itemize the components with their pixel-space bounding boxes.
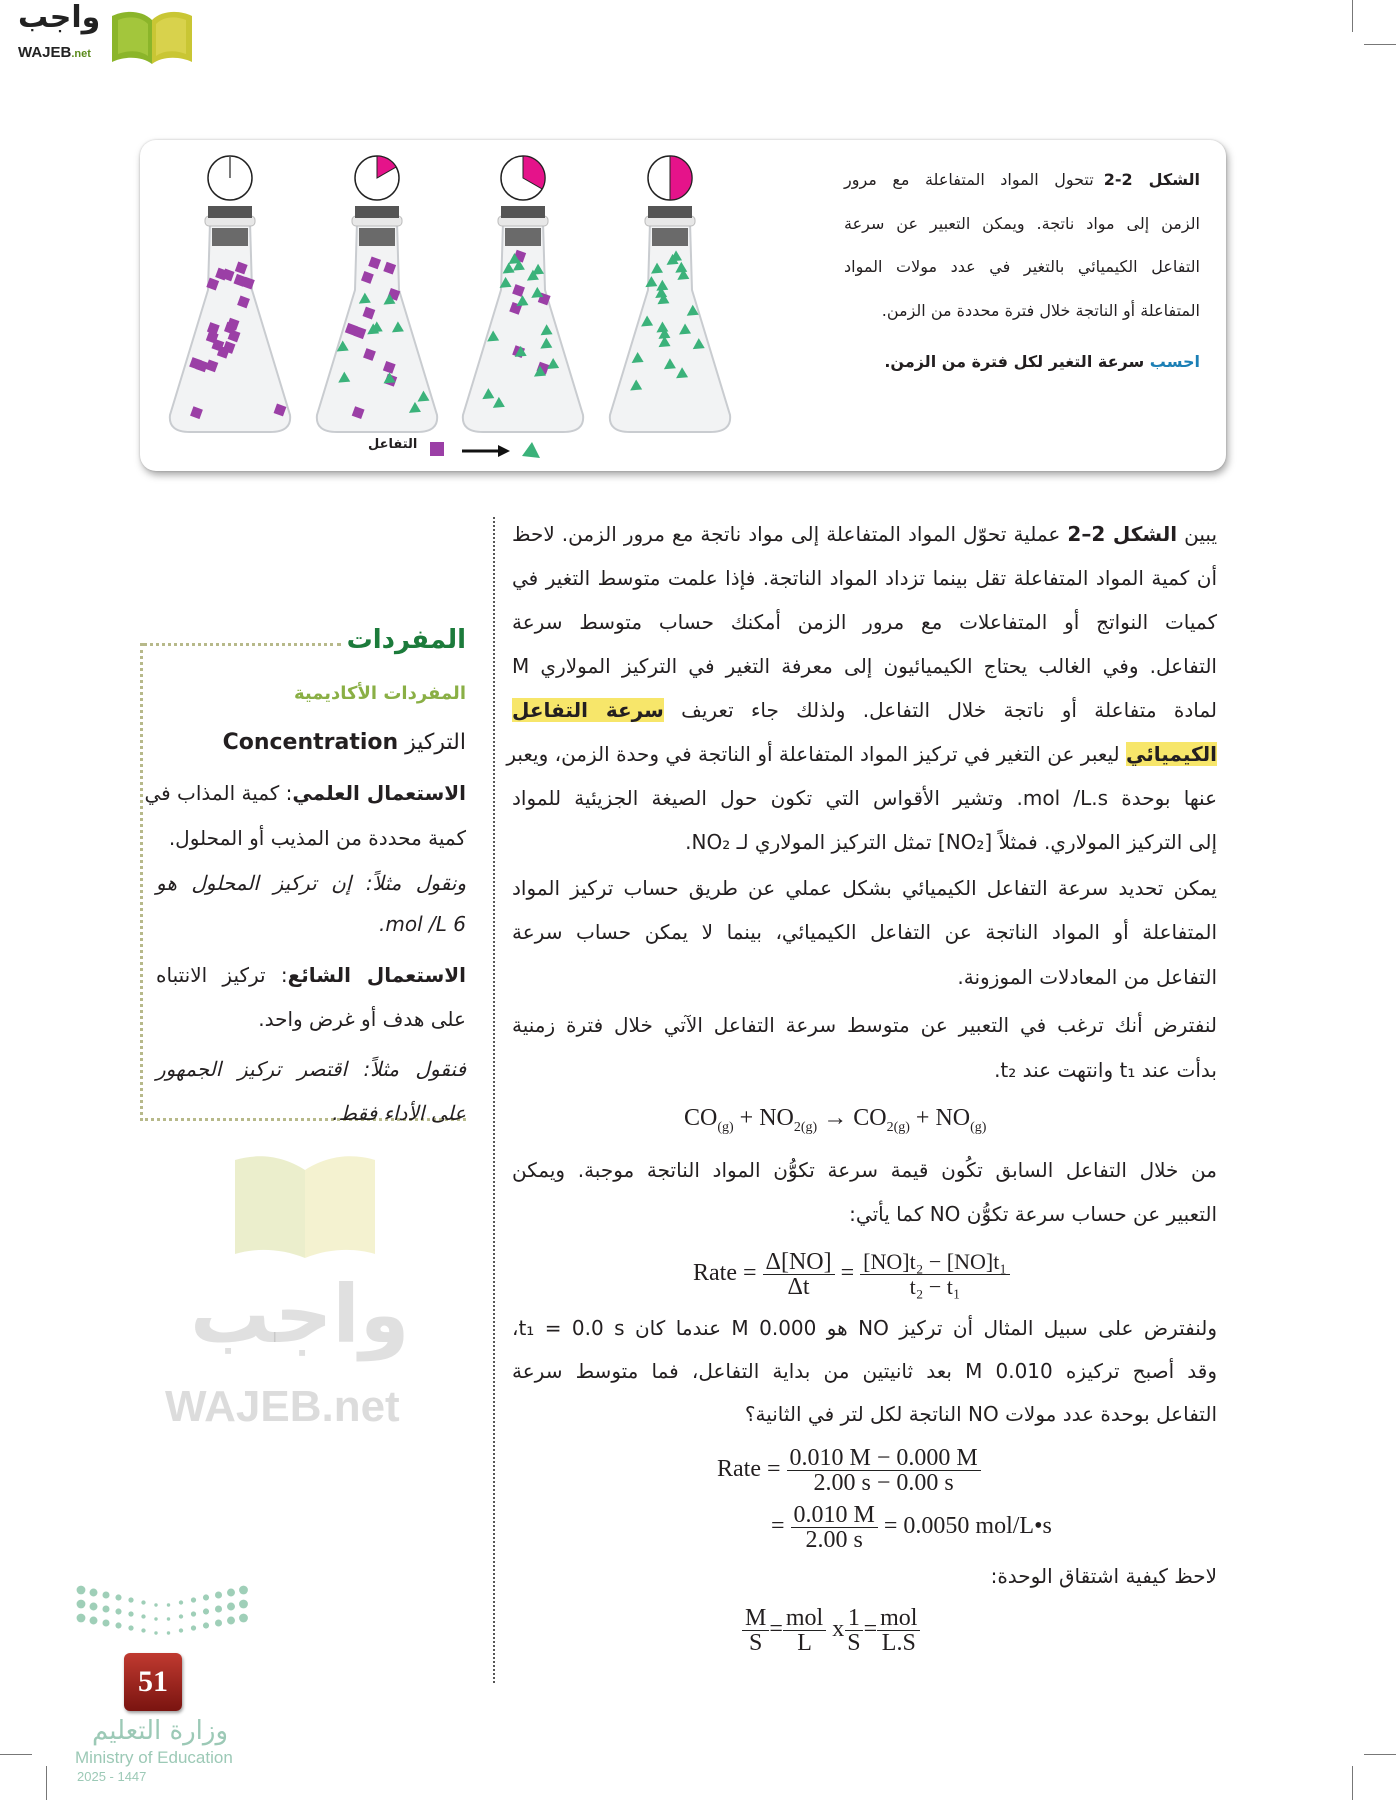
logo-dot bbox=[115, 1594, 121, 1600]
logo-dot bbox=[115, 1622, 121, 1628]
wajeb-logo[interactable] bbox=[8, 0, 193, 66]
logo-dot bbox=[203, 1594, 209, 1600]
logo-arabic: واجب bbox=[18, 0, 101, 35]
text-segment: يمكن تحديد سرعة التفاعل الكيميائي بشكل عملي عن طريق حساب تركيز المواد bbox=[512, 876, 1217, 900]
text-segment: لنفترض أنك ترغب في التعبير عن متوسط سرعة التفاعل الآتي خلال فترة زمنية bbox=[512, 1013, 1217, 1037]
text-segment: من خلال التفاعل السابق تكُون قيمة سرعة تكوُّن المواد الناتجة موجبة. ويمكن bbox=[512, 1158, 1217, 1182]
vocabulary-line bbox=[156, 728, 466, 758]
text-segment: يبين bbox=[1177, 522, 1218, 546]
product-legend-icon bbox=[522, 442, 540, 458]
logo-dot bbox=[167, 1631, 170, 1634]
text-segment: 6 mol /L. bbox=[379, 912, 466, 936]
text-segment: على الأداء فقط. bbox=[332, 1101, 466, 1125]
text-segment: فنقول مثلاً: اقتصر تركيز الجمهور bbox=[156, 1057, 466, 1081]
crop-mark bbox=[46, 1766, 47, 1800]
logo-dot bbox=[203, 1608, 209, 1614]
stopper bbox=[652, 228, 688, 246]
text-segment: Concentration bbox=[222, 730, 399, 755]
logo-dot bbox=[215, 1605, 222, 1612]
text-segment: : كمية المذاب في bbox=[144, 781, 293, 805]
text-segment: عملية تحوّل المواد المتفاعلة إلى مواد ناتجة مع مرور الزمن. لاحظ bbox=[512, 522, 1068, 546]
text-segment: ونقول مثلاً: إن تركيز المحلول هو bbox=[156, 871, 466, 895]
logo-dot bbox=[167, 1603, 170, 1606]
logo-latin: WAJEB.net bbox=[18, 44, 91, 61]
text-line bbox=[512, 1356, 1217, 1388]
logo-dot bbox=[191, 1597, 196, 1602]
rate-calculation: Rate = $\frac{0.010 M - 0.000 M}{2.00 s - 0.00 s}$ bbox=[717, 1446, 981, 1495]
logo-dot bbox=[128, 1611, 133, 1616]
book-icon bbox=[108, 6, 196, 66]
watermark-arabic: واجب bbox=[190, 1268, 410, 1361]
text-segment: كميات النواتج أو المتفاعلات مع مرور الزمن أمكنك حساب متوسط سرعة bbox=[512, 610, 1217, 634]
crop-mark bbox=[1352, 1766, 1353, 1800]
text-line bbox=[512, 1010, 1217, 1042]
figure-caption-line: المتفاعلة أو الناتجة خلال فترة محددة من الزمن. bbox=[881, 301, 1200, 320]
stopper-top bbox=[648, 206, 692, 218]
logo-dot bbox=[215, 1619, 222, 1626]
ministry-dots-icon bbox=[75, 1580, 255, 1650]
chemical-equation: $CO_{(g)} + NO_{2(g)} \to CO_{2(g)} + NO_{(g)}$ bbox=[684, 1105, 987, 1135]
text-line bbox=[512, 1399, 1217, 1431]
text-segment: الاستعمال العلمي bbox=[292, 781, 466, 805]
stopper bbox=[505, 228, 541, 246]
highlighted-term: الكيميائي bbox=[1126, 742, 1217, 766]
figure-caption-line: الشكل 2-2تتحول المواد المتفاعلة مع مرور bbox=[844, 170, 1200, 189]
rate-formula: Rate = $\frac{\Delta[NO]}{\Delta t}$ = $\frac{\text{[NO]t₂ − [NO]t₁}}{\text{t₂ − t₁}}$ bbox=[693, 1250, 1010, 1299]
legend-label: التفاعل bbox=[368, 437, 418, 452]
text-segment: وقد أصبح تركيزه 0.010 M بعد ثانيتين من بداية التفاعل، فما متوسط سرعة bbox=[512, 1359, 1218, 1383]
text-segment: لمادة متفاعلة أو ناتجة خلال التفاعل. ولذلك جاء تعريف bbox=[663, 698, 1218, 722]
text-segment: التفاعل. وفي الغالب يحتاج الكيميائيون إلى معرفة التغير في التركيز المولاري M bbox=[512, 654, 1217, 678]
vocabulary-sidebar bbox=[140, 625, 466, 1125]
logo-dot bbox=[90, 1603, 98, 1611]
vocabulary-line bbox=[156, 1054, 466, 1084]
text-segment: التفاعل بوحدة عدد مولات NO الناتجة لكل لتر في الثانية؟ bbox=[744, 1402, 1217, 1426]
logo-dot bbox=[215, 1591, 222, 1598]
text-line bbox=[512, 563, 1217, 595]
stopper-top bbox=[208, 206, 252, 218]
text-segment: على هدف أو غرض واحد. bbox=[258, 1007, 466, 1031]
year: 2025 - 1447 bbox=[77, 1769, 147, 1784]
logo-dot bbox=[77, 1586, 86, 1595]
crop-mark bbox=[1352, 0, 1353, 32]
logo-dot bbox=[227, 1617, 235, 1625]
vocabulary-line bbox=[156, 868, 466, 898]
logo-dot bbox=[191, 1611, 196, 1616]
highlighted-term: سرعة التفاعل bbox=[512, 698, 664, 722]
logo-dot bbox=[102, 1591, 109, 1598]
text-line bbox=[512, 962, 1217, 994]
rate-result: = $\frac{0.010 M}{2.00 s}$ = 0.0050 mol/L•s bbox=[771, 1502, 1052, 1553]
vocabulary-title: المفردات bbox=[346, 625, 466, 655]
stopper-top bbox=[501, 206, 545, 218]
text-segment: ولنفترض على سبيل المثال أن تركيز NO هو 0.000 M عندما كان t₁ = 0.0 s، bbox=[512, 1316, 1218, 1340]
arrowhead-icon bbox=[498, 445, 510, 457]
logo-dot bbox=[179, 1600, 183, 1604]
text-line bbox=[512, 873, 1217, 905]
logo-dot bbox=[227, 1589, 235, 1597]
logo-dot bbox=[102, 1619, 109, 1626]
figure-question: احسب سرعة التغير لكل فترة من الزمن. bbox=[884, 352, 1200, 371]
stopper bbox=[212, 228, 248, 246]
logo-dot bbox=[191, 1625, 196, 1630]
logo-dot bbox=[203, 1622, 209, 1628]
vocabulary-subtitle: المفردات الأكاديمية bbox=[293, 683, 466, 704]
bold-reference: الشكل 2–2 bbox=[1067, 522, 1178, 546]
text-segment: ليعبر عن التغير في تركيز المواد المتفاعلة أو الناتجة في وحدة الزمن، ويعبر bbox=[506, 742, 1126, 766]
vocabulary-line bbox=[156, 1098, 466, 1128]
text-line bbox=[512, 1055, 1217, 1087]
vocabulary-line bbox=[156, 909, 466, 939]
text-line bbox=[512, 917, 1217, 949]
vocabulary-line bbox=[156, 960, 466, 990]
text-segment: لاحظ كيفية اشتقاق الوحدة: bbox=[990, 1564, 1217, 1588]
logo-dot bbox=[128, 1625, 133, 1630]
logo-dot bbox=[90, 1589, 98, 1597]
text-segment: التفاعل من المعادلات الموزونة. bbox=[957, 965, 1217, 989]
text-line bbox=[512, 827, 1217, 859]
crop-mark bbox=[0, 1754, 32, 1755]
text-segment: أن كمية المواد المتفاعلة تقل بينما تزداد المواد الناتجة. فإذا علمت متوسط التغير في bbox=[512, 566, 1217, 590]
logo-dot bbox=[227, 1603, 235, 1611]
text-segment: عنها بوحدة mol /L.s. وتشير الأقواس التي تكون حول الصيغة الجزيئية للمواد bbox=[512, 786, 1218, 810]
text-line bbox=[512, 1155, 1217, 1187]
logo-dot bbox=[128, 1597, 133, 1602]
text-line bbox=[512, 651, 1217, 683]
logo-dot bbox=[179, 1614, 183, 1618]
text-segment: بدأت عند t₁ وانتهت عند t₂. bbox=[994, 1058, 1217, 1082]
logo-dot bbox=[90, 1617, 98, 1625]
reactant-legend-icon bbox=[430, 442, 444, 456]
text-segment: التركيز bbox=[398, 730, 466, 755]
vocabulary-line bbox=[144, 778, 466, 808]
erlenmeyer-flask bbox=[610, 222, 730, 432]
logo-dot bbox=[141, 1628, 145, 1632]
column-divider bbox=[493, 517, 495, 1683]
logo-dot bbox=[239, 1600, 248, 1609]
logo-dot bbox=[77, 1614, 86, 1623]
figure-2-2 bbox=[140, 140, 1226, 471]
wajeb-watermark bbox=[150, 1150, 460, 1260]
text-line bbox=[512, 607, 1217, 639]
logo-dot bbox=[154, 1603, 157, 1606]
logo-dot bbox=[179, 1628, 183, 1632]
clock-elapsed-wedge bbox=[670, 156, 692, 200]
vocabulary-line bbox=[156, 823, 466, 853]
text-line bbox=[512, 1199, 1217, 1231]
logo-dot bbox=[115, 1608, 121, 1614]
crop-mark bbox=[1364, 1754, 1396, 1755]
dotted-border bbox=[143, 643, 341, 646]
page-number: 51 bbox=[124, 1653, 182, 1711]
logo-dot bbox=[141, 1600, 145, 1604]
logo-dot bbox=[167, 1617, 170, 1620]
logo-dot bbox=[154, 1617, 157, 1620]
text-line bbox=[512, 1313, 1217, 1345]
text-segment: الاستعمال الشائع bbox=[287, 963, 466, 987]
stopper bbox=[359, 228, 395, 246]
ministry-arabic: وزارة التعليم bbox=[91, 1716, 229, 1746]
figure-caption-line: الزمن إلى مواد ناتجة. ويمكن التعبير عن سرعة bbox=[844, 214, 1200, 233]
vocabulary-line bbox=[156, 1004, 466, 1034]
stopper-top bbox=[355, 206, 399, 218]
text-line bbox=[506, 739, 1217, 771]
figure-caption-line: التفاعل الكيميائي بالتغير في عدد مولات المواد bbox=[844, 257, 1200, 276]
text-line bbox=[512, 519, 1217, 551]
unit-derivation: $\frac{M}{S}$ = $\frac{\text{mol}}{L}$ x $\frac{1}{S}$ = $\frac{\text{mol}}{L.S}$ bbox=[742, 1606, 920, 1655]
logo-dot bbox=[141, 1614, 145, 1618]
text-segment: التعبير عن حساب سرعة تكوُّن NO كما يأتي: bbox=[849, 1202, 1217, 1226]
ministry-english: Ministry of Education bbox=[75, 1748, 233, 1767]
logo-dot bbox=[77, 1600, 86, 1609]
text-segment: : تركيز الانتباه bbox=[156, 963, 288, 987]
logo-dot bbox=[239, 1586, 248, 1595]
text-segment: كمية محددة من المذيب أو المحلول. bbox=[168, 826, 466, 850]
text-line bbox=[512, 783, 1217, 815]
crop-mark bbox=[1364, 44, 1396, 45]
watermark-latin: WAJEB.net bbox=[165, 1382, 400, 1431]
text-segment: المتفاعلة أو المواد الناتجة عن التفاعل الكيميائي، بينما لا يمكن حساب سرعة bbox=[512, 920, 1217, 944]
text-line bbox=[512, 695, 1217, 727]
logo-dot bbox=[239, 1614, 248, 1623]
text-line bbox=[512, 1561, 1217, 1593]
logo-dot bbox=[154, 1631, 157, 1634]
text-segment: إلى التركيز المولاري. فمثلاً [NO₂] تمثل التركيز المولاري لـ NO₂. bbox=[685, 830, 1217, 854]
logo-dot bbox=[102, 1605, 109, 1612]
